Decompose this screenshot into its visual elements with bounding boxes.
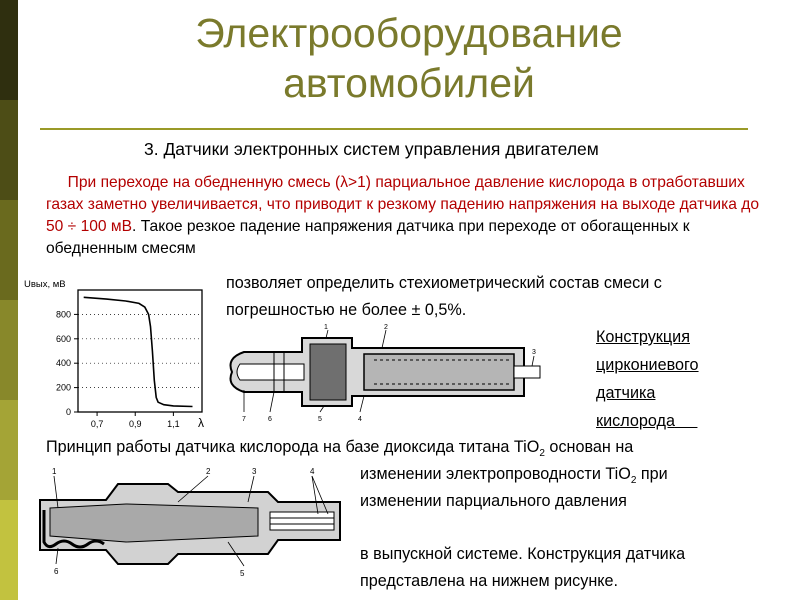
principle-line-3: изменении парциального давления: [360, 492, 627, 510]
zirconia-callout-4: 4: [358, 416, 362, 423]
principle-line-2-end: при: [636, 465, 668, 483]
zirconia-callout-2: 2: [384, 324, 388, 331]
chart-ylabel: Uвых, мВ: [24, 279, 66, 290]
principle-line-2-text: изменении электропроводности TiO: [360, 465, 631, 483]
sidebar-segment: [0, 100, 18, 200]
principle-line-4: в выпускной системе. Конструкция датчика: [360, 545, 686, 563]
titania-callout-2: 2: [206, 467, 211, 476]
chart-ytick-label: 400: [55, 358, 71, 369]
sidebar-segment: [0, 0, 18, 100]
chart-xtick-label: 0,7: [90, 419, 104, 429]
chart-ytick-label: 800: [55, 309, 71, 320]
construction-label-4-text: кислорода: [596, 412, 675, 430]
sidebar-segment: [0, 500, 18, 600]
principle-line-2: [360, 463, 668, 492]
sidebar-segment: [0, 400, 18, 500]
construction-label-1: Конструкция: [596, 328, 690, 346]
sidebar-segment: [0, 300, 18, 400]
slide-title: [18, 8, 800, 108]
intro-black-text: . Такое резкое падение напряжения датчика при переходе от обогащенных к обедненным смесям: [46, 218, 690, 257]
zirconia-callout-3: 3: [532, 349, 536, 356]
principle-line-1-text: Принцип работы датчика кислорода на базе диоксида титана TiO: [46, 438, 540, 456]
titania-sensor-body: [40, 484, 340, 564]
intro-continuation-2: погрешностью не более ± 0,5%.: [226, 301, 467, 319]
zirconia-callout-7: 7: [242, 416, 246, 423]
decorative-sidebar: [0, 0, 18, 600]
principle-line-1: [46, 436, 633, 465]
principle-line-5: представлена на нижнем рисунке.: [360, 572, 619, 590]
voltage-lambda-chart: [20, 272, 220, 434]
chart-xtick-label: 1,1: [167, 419, 180, 429]
zirconia-callout-6: 6: [268, 416, 272, 423]
construction-label-3: датчика: [596, 384, 656, 402]
zirconia-sensor-diagram: [214, 322, 550, 424]
zirconia-callout-1: 1: [324, 324, 328, 331]
title-line-1: Электрооборудование: [195, 10, 623, 56]
chart-xtick-label: 0,9: [128, 419, 142, 429]
section-subtitle: 3. Датчики электронных систем управления двигателем: [144, 139, 599, 159]
chart-series-line: [84, 297, 193, 406]
construction-label-2: циркониевого: [596, 356, 699, 374]
principle-line-2-sub: 2: [630, 475, 637, 487]
titania-sensor-diagram: [28, 462, 358, 596]
chart-plot-frame: [78, 290, 202, 412]
chart-ytick-label: 0: [65, 407, 71, 417]
titania-callout-3: 3: [252, 467, 257, 476]
zirconia-callout-5: 5: [318, 416, 322, 423]
intro-continuation-1: позволяет определить стехиометрический состав смеси с: [226, 274, 662, 292]
titania-callout-1: 1: [52, 467, 57, 476]
principle-line-1-sub: 2: [539, 448, 545, 460]
chart-ytick-label: 200: [55, 382, 71, 393]
sensor-body: [231, 338, 541, 406]
chart-xlabel: λ: [198, 416, 204, 430]
chart-ytick-label: 600: [55, 333, 71, 344]
title-line-2: автомобилей: [283, 60, 535, 106]
titania-callout-4: 4: [310, 467, 315, 476]
titania-callout-6: 6: [54, 567, 59, 576]
sidebar-segment: [0, 200, 18, 300]
title-divider: [40, 128, 748, 130]
titania-callout-5: 5: [240, 569, 245, 578]
construction-label-4: [596, 410, 697, 432]
principle-line-1-end: основан на: [544, 438, 634, 456]
intro-red-text: При переходе на обедненную смесь (λ>1) парциальное давление кислорода в отработавших газах заметно увеличивается, что приводит к резкому падению напряжения на выходе датчика до 50 ÷ 100 мВ: [46, 174, 760, 235]
intro-paragraph: [46, 172, 772, 260]
